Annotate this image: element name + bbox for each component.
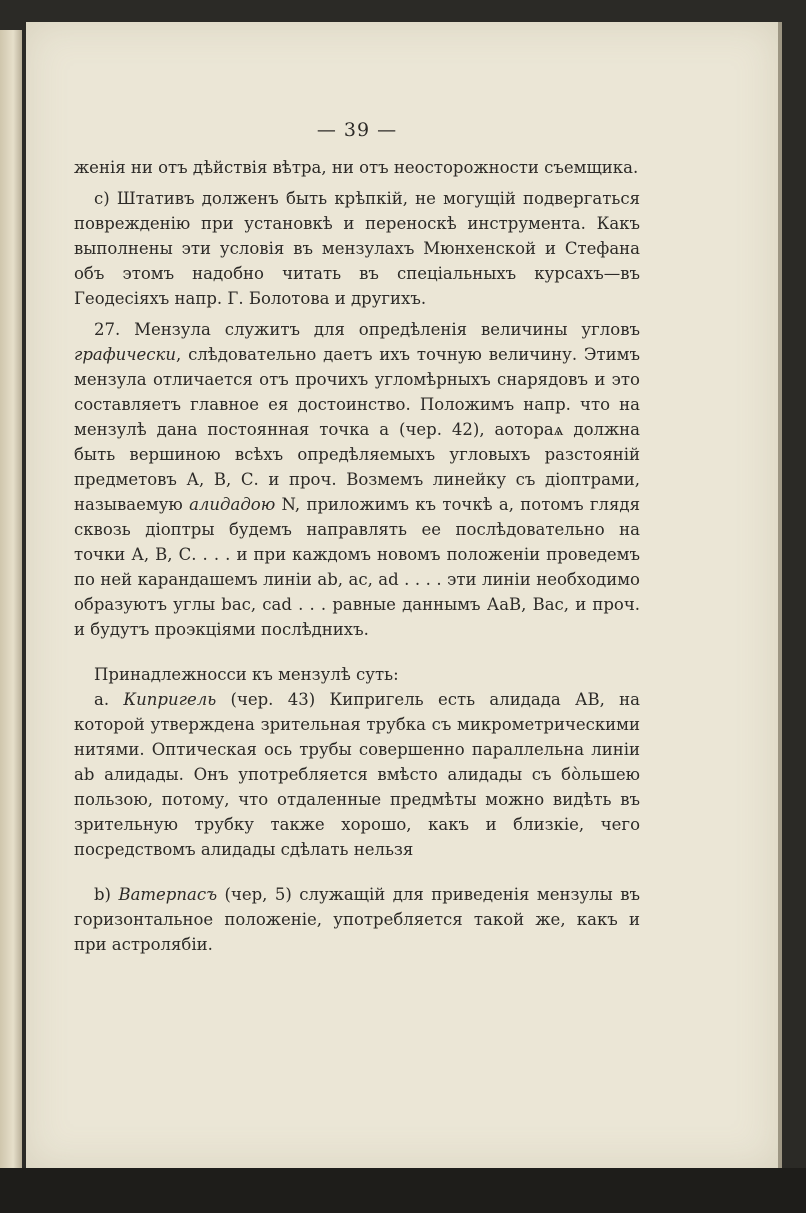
paragraph-27-end: N, приложимъ къ точкѣ а, потомъ глядя сквозь діоптры будемъ направлять ее послѣдовательно на точки А, В, С. . . . и при каждомъ новомъ положеніи проведемъ по ней карандашемъ линіи аb, ас, аd . . . . эти линіи необходимо образуютъ углы bас, саd . . . равные даннымъ АаВ, Вас, и проч. и будутъ проэкціями послѣднихъ. xyxy=(74,495,640,639)
kipregel-text: (чер. 43) Кипригель есть алидада АВ, на которой утверждена зрительная трубка съ микрометрическими нитями. Оптическая ось трубы совершенно параллельна линіи аb алидады. Онъ употребляется вмѣсто алидады съ бо̀льшею пользою, потому, что отдаленные предмѣты можно видѣть въ зрительную трубку также хорошо, какъ и близкіе, чего посредствомъ алидады сдѣлать нельзя xyxy=(74,690,641,859)
italic-term-graphically: графически xyxy=(74,345,177,364)
page-edge-shadow xyxy=(778,22,782,1168)
paragraph-kipregel xyxy=(74,687,640,862)
level-text: (чер, 5) служащій для приведенія мензулы въ горизонтальное положеніе, употребляется такой же, какъ и при астролябіи. xyxy=(74,885,640,954)
italic-term-alidade: алидадою xyxy=(189,495,276,514)
paragraph-27-middle: , слѣдовательно даетъ ихъ точную величину. Этимъ мензула отличается отъ прочихъ угломѣрныхъ снарядовъ и это составляетъ главное ея достоинство. Положимъ напр. что на мензулѣ дана постоянная точка а (чер. 42), аотораѧ должна быть вершиною всѣхъ опредѣляемыхъ угловыхъ разстояній предметовъ А, В, С. и проч. Возмемъ линейку съ діоптрами, называемую xyxy=(74,345,640,514)
page-number: — 39 — xyxy=(316,119,398,141)
paragraph-continued: женія ни отъ дѣйствія вѣтра, ни отъ неосторожности съемщика. xyxy=(74,158,639,177)
scan-background xyxy=(0,1168,806,1213)
kipregel-label: а. xyxy=(94,690,124,709)
paragraph-tripod: с) Штативъ долженъ быть крѣпкій, не могущій подвергаться поврежденію при установкѣ и переноскѣ инструмента. Какъ выполнены эти условія въ мензулахъ Мюнхенской и Стефана объ этомъ надобно читать въ спеціальныхъ курсахъ—въ Геодесіяхъ напр. Г. Болотова и другихъ. xyxy=(74,189,640,308)
paragraph-accessories-heading: Принадлежносси къ мензулѣ суть: xyxy=(94,665,399,684)
paragraph-27 xyxy=(74,317,640,642)
level-label: b) xyxy=(94,885,119,904)
italic-term-kipregel: Кипригель xyxy=(123,690,217,709)
paragraph-27-start: 27. Мензула служитъ для опредѣленія величины угловъ xyxy=(94,320,640,339)
page-text xyxy=(74,118,640,957)
previous-page-edge xyxy=(0,30,22,1170)
italic-term-level: Ватерпасъ xyxy=(118,885,218,904)
paragraph-level xyxy=(74,882,640,957)
